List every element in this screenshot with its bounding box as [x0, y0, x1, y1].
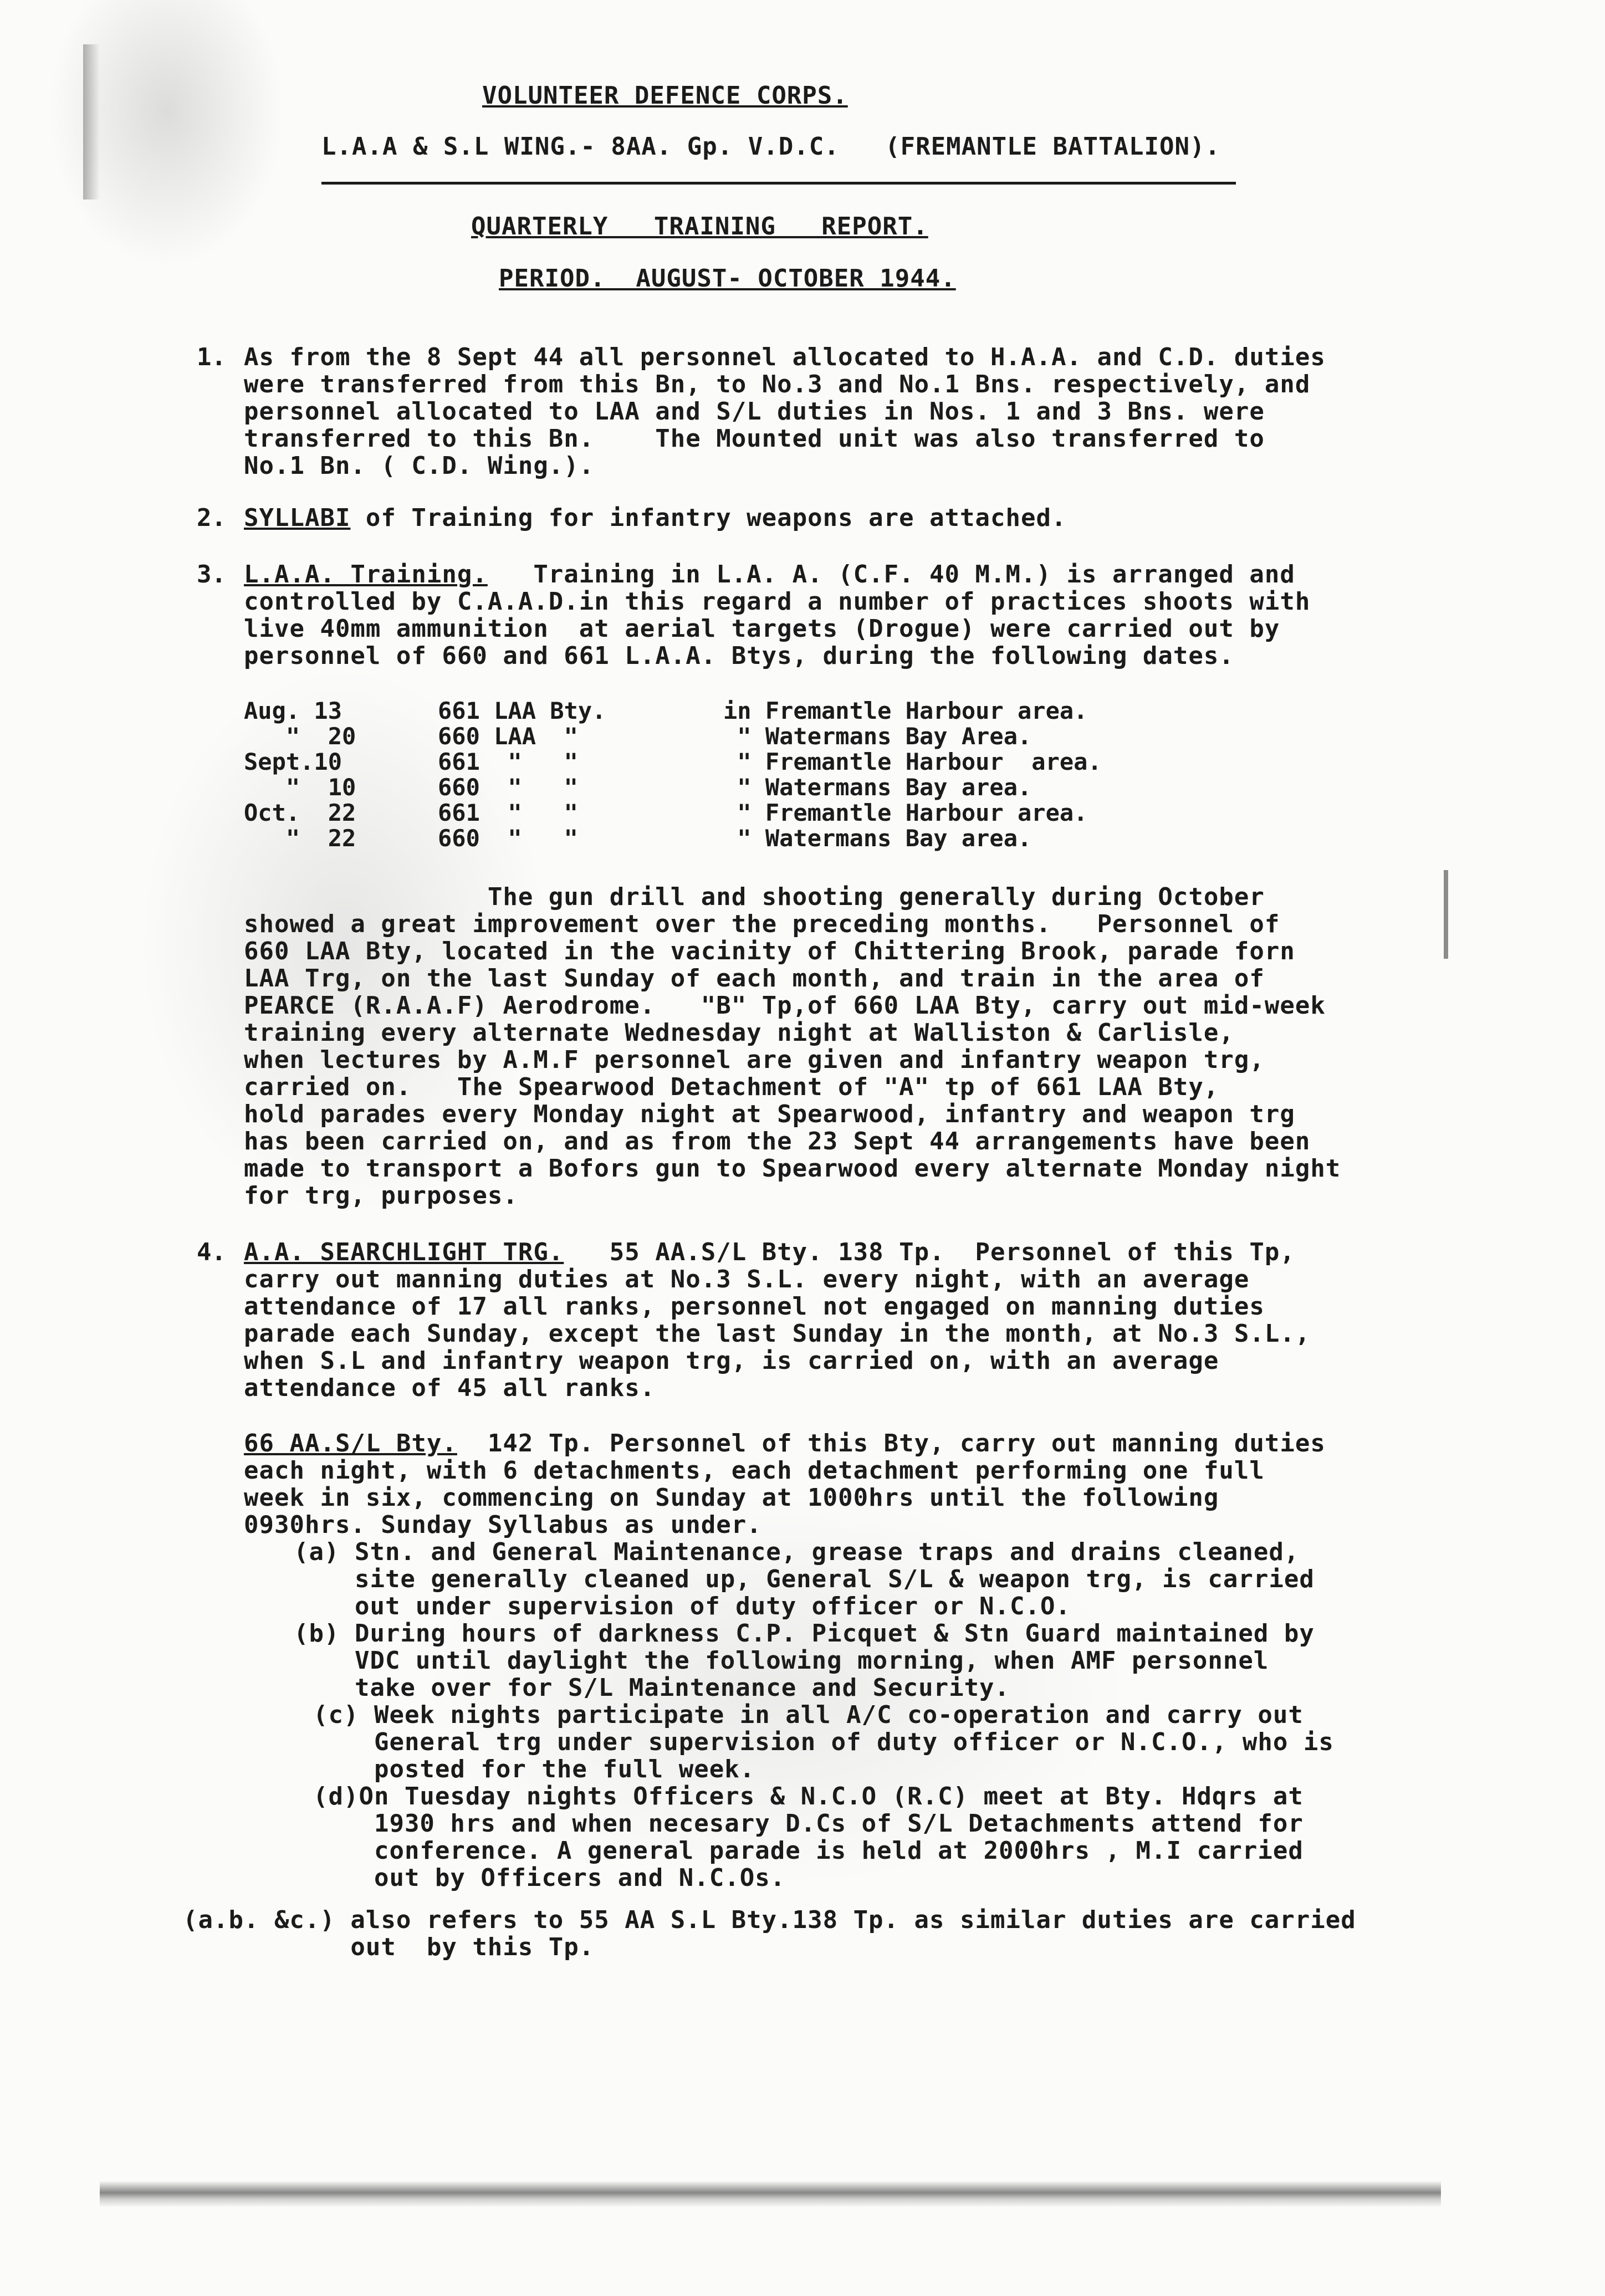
para-3-body-line: PEARCE (R.A.A.F) Aerodrome. "B" Tp,of 660 LAA Bty, carry out mid-week — [244, 991, 1326, 1020]
para-3-body-line: hold parades every Monday night at Spearwood, infantry and weapon trg — [244, 1100, 1295, 1128]
syllabus-item-c: posted for the full week. — [313, 1755, 755, 1783]
header-rule — [321, 182, 1236, 185]
para-1-line: transferred to this Bn. The Mounted unit was also transferred to — [244, 425, 1265, 453]
para-2-line — [244, 504, 1066, 531]
para-1-line: were transferred from this Bn, to No.3 and No.1 Bns. respectively, and — [244, 370, 1311, 398]
para-4-line: parade each Sunday, except the last Sunday in the month, at No.3 S.L., — [244, 1320, 1311, 1348]
schedule-date: " 20 — [244, 723, 356, 750]
para-4-sub-line: 0930hrs. Sunday Syllabus as under. — [244, 1511, 762, 1539]
schedule-unit: 661 " " — [438, 799, 578, 826]
para-4-sub-line: each night, with 6 detachments, each detachment performing one full — [244, 1456, 1265, 1485]
schedule-date: " 10 — [244, 774, 356, 801]
schedule-unit: 660 " " — [438, 825, 578, 852]
para-3-number: 3. — [197, 560, 226, 589]
para-4-line: when S.L and infantry weapon trg, is carried on, with an average — [244, 1347, 1219, 1375]
schedule-date: Oct. 22 — [244, 799, 356, 826]
schedule-area: " Watermans Bay Area. — [723, 723, 1032, 750]
syllabus-item-c: General trg under supervision of duty officer or N.C.O., who is — [313, 1728, 1334, 1756]
footer-note: out by this Tp. — [183, 1933, 595, 1961]
para-2-text: of Training for infantry weapons are attached. — [350, 504, 1067, 532]
schedule-date: Aug. 13 — [244, 697, 343, 724]
para-3-body-line: for trg, purposes. — [244, 1182, 518, 1210]
para-3-body-line: training every alternate Wednesday night at Walliston & Carlisle, — [244, 1019, 1234, 1047]
para-3-line: controlled by C.A.A.D.in this regard a number of practices shoots with — [244, 587, 1311, 616]
report-period: PERIOD. AUGUST- OCTOBER 1944. — [499, 264, 956, 293]
wing-line: L.A.A & S.L WING.- 8AA. Gp. V.D.C. (FREMANTLE BATTALION). — [321, 132, 1220, 161]
schedule-unit: 661 LAA Bty. — [438, 697, 606, 724]
para-3-heading: L.A.A. Training. — [244, 560, 488, 589]
para-4-line: attendance of 45 all ranks. — [244, 1374, 656, 1402]
para-3-body-line: showed a great improvement over the preceding months. Personnel of — [244, 910, 1280, 938]
para-4-sub-heading: 66 AA.S/L Bty. — [244, 1429, 457, 1458]
para-3-body-line: 660 LAA Bty, located in the vacinity of Chittering Brook, parade forn — [244, 937, 1295, 965]
syllabus-item-d: out by Officers and N.C.Os. — [313, 1864, 786, 1892]
syllabus-item-c: (c) Week nights participate in all A/C co-operation and carry out — [313, 1701, 1304, 1729]
para-4-sub-line: week in six, commencing on Sunday at 1000hrs until the following — [244, 1484, 1219, 1512]
syllabus-item-d: (d)On Tuesday nights Officers & N.C.O (R.C) meet at Bty. Hdqrs at — [313, 1782, 1304, 1811]
syllabus-item-b: take over for S/L Maintenance and Security. — [294, 1674, 1010, 1702]
schedule-date: Sept.10 — [244, 748, 343, 775]
para-1-line: personnel allocated to LAA and S/L duties in Nos. 1 and 3 Bns. were — [244, 397, 1265, 426]
syllabus-item-a: out under supervision of duty officer or N.C.O. — [294, 1592, 1071, 1620]
syllabus-item-a: site generally cleaned up, General S/L & weapon trg, is carried — [294, 1565, 1315, 1593]
para-4-line: carry out manning duties at No.3 S.L. every night, with an average — [244, 1265, 1250, 1293]
para-4-sub-line — [244, 1430, 1326, 1457]
schedule-area: " Watermans Bay area. — [723, 825, 1032, 852]
para-3-body-line: LAA Trg, on the last Sunday of each month, and train in the area of — [244, 964, 1265, 993]
para-1-number: 1. — [197, 343, 226, 371]
report-title: QUARTERLY TRAINING REPORT. — [471, 212, 928, 241]
para-3-body-line: when lectures by A.M.F personnel are given and infantry weapon trg, — [244, 1046, 1265, 1074]
footer-note: (a.b. &c.) also refers to 55 AA S.L Bty.138 Tp. as similar duties are carried — [183, 1906, 1356, 1934]
syllabus-item-d: 1930 hrs and when necesary D.Cs of S/L Detachments attend for — [313, 1809, 1304, 1838]
para-4-number: 4. — [197, 1238, 226, 1266]
schedule-date: " 22 — [244, 825, 356, 852]
torn-bottom-edge — [100, 2181, 1441, 2207]
schedule-unit: 660 LAA " — [438, 723, 578, 750]
para-3-body-line: The gun drill and shooting generally during October — [244, 883, 1265, 911]
schedule-area: " Watermans Bay area. — [723, 774, 1032, 801]
syllabus-item-a: (a) Stn. and General Maintenance, grease traps and drains cleaned, — [294, 1538, 1300, 1566]
para-4-sub-text: 142 Tp. Personnel of this Bty, carry out manning duties — [457, 1429, 1326, 1458]
syllabus-item-b: VDC until daylight the following morning, when AMF personnel — [294, 1646, 1269, 1675]
para-1-line: No.1 Bn. ( C.D. Wing.). — [244, 452, 595, 480]
org-title: VOLUNTEER DEFENCE CORPS. — [482, 81, 848, 110]
para-3-body-line: made to transport a Bofors gun to Spearwood every alternate Monday night — [244, 1154, 1341, 1183]
para-4-line — [244, 1239, 1295, 1266]
syllabus-item-b: (b) During hours of darkness C.P. Picquet & Stn Guard maintained by — [294, 1619, 1315, 1648]
para-1-line: As from the 8 Sept 44 all personnel allocated to H.A.A. and C.D. duties — [244, 343, 1326, 371]
para-4-heading: A.A. SEARCHLIGHT TRG. — [244, 1238, 564, 1266]
para-3-text: Training in L.A. A. (C.F. 40 M.M.) is arranged and — [487, 560, 1295, 589]
scan-shadow-left — [83, 44, 100, 200]
para-4-text: 55 AA.S/L Bty. 138 Tp. Personnel of this Tp, — [564, 1238, 1295, 1266]
schedule-area: in Fremantle Harbour area. — [723, 697, 1088, 724]
para-2-heading: SYLLABI — [244, 504, 351, 532]
para-3-line — [244, 561, 1295, 588]
scan-mark-right — [1444, 870, 1448, 959]
para-3-body-line: has been carried on, and as from the 23 Sept 44 arrangements have been — [244, 1127, 1311, 1155]
schedule-unit: 660 " " — [438, 774, 578, 801]
para-4-line: attendance of 17 all ranks, personnel not engaged on manning duties — [244, 1292, 1265, 1321]
schedule-unit: 661 " " — [438, 748, 578, 775]
para-3-body-line: carried on. The Spearwood Detachment of "A" tp of 661 LAA Bty, — [244, 1073, 1219, 1101]
para-2-number: 2. — [197, 504, 226, 532]
para-3-line: live 40mm ammunition at aerial targets (Drogue) were carried out by — [244, 615, 1280, 643]
schedule-area: " Fremantle Harbour area. — [723, 748, 1102, 775]
schedule-area: " Fremantle Harbour area. — [723, 799, 1088, 826]
para-3-line: personnel of 660 and 661 L.A.A. Btys, during the following dates. — [244, 642, 1234, 670]
syllabus-item-d: conference. A general parade is held at 2000hrs , M.I carried — [313, 1837, 1304, 1865]
